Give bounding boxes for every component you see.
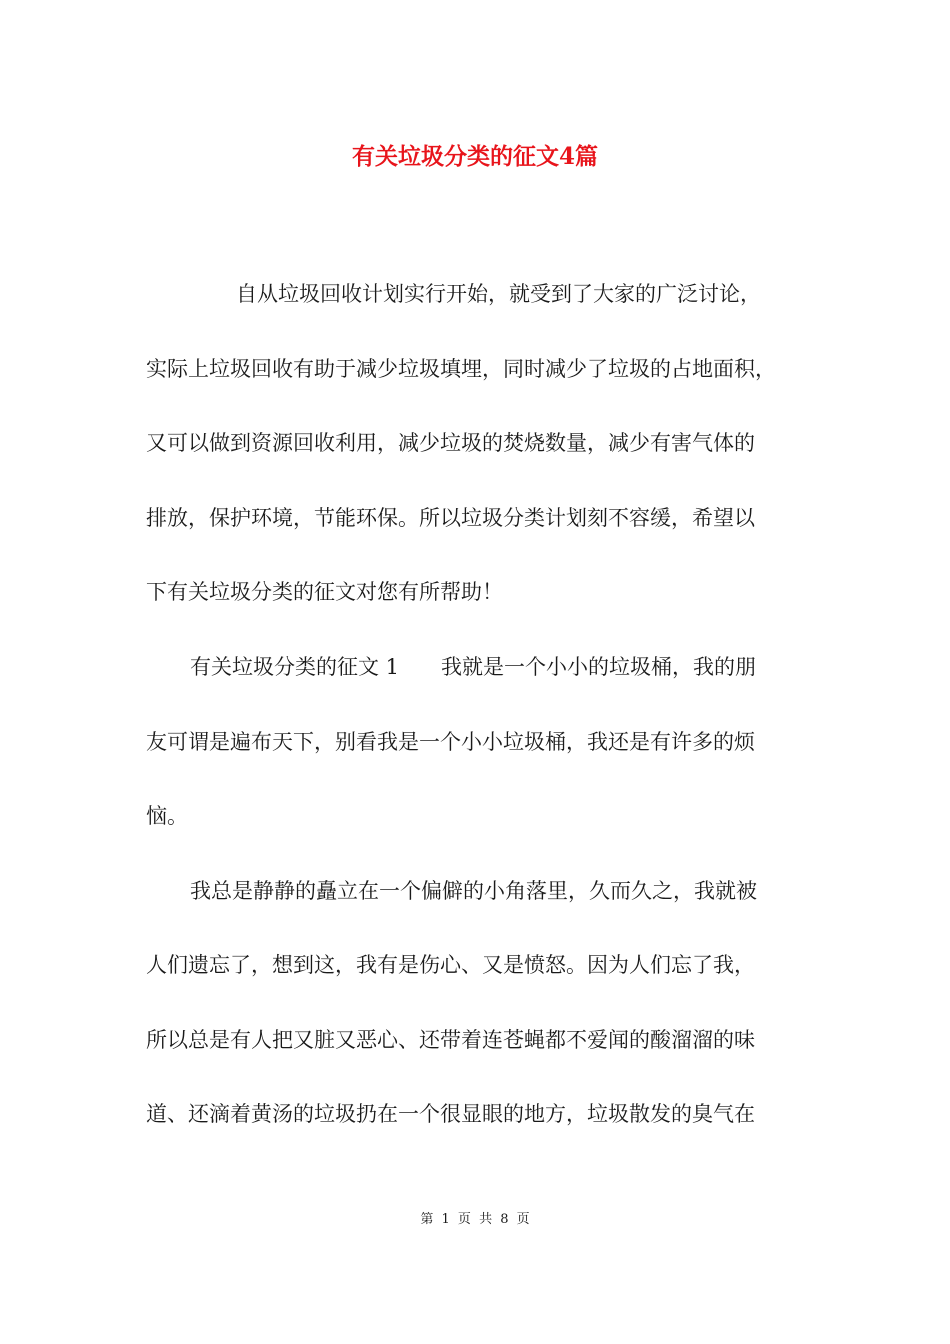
document-title: 有关垃圾分类的征文4篇 bbox=[351, 143, 598, 170]
paragraph-line: 所以总是有人把又脏又恶心、还带着连苍蝇都不爱闻的酸溜溜的味 bbox=[146, 1028, 755, 1052]
footer-current-page: 1 bbox=[441, 1212, 450, 1227]
paragraph-line: 道、还滴着黄汤的垃圾扔在一个很显眼的地方，垃圾散发的臭气在 bbox=[146, 1102, 755, 1126]
paragraph-line: 实际上垃圾回收有助于减少垃圾填埋，同时减少了垃圾的占地面积， bbox=[146, 357, 776, 381]
footer-page-unit: 页 bbox=[457, 1212, 471, 1227]
paragraph-line: 有关垃圾分类的征文 1 我就是一个小小的垃圾桶，我的朋 bbox=[190, 655, 757, 679]
footer-total-pages: 8 bbox=[500, 1212, 509, 1227]
paragraph-line: 自从垃圾回收计划实行开始，就受到了大家的广泛讨论， bbox=[236, 282, 761, 306]
paragraph-line: 人们遗忘了，想到这，我有是伤心、又是愤怒。因为人们忘了我， bbox=[146, 953, 755, 977]
paragraph-line: 我总是静静的矗立在一个偏僻的小角落里，久而久之，我就被 bbox=[190, 879, 757, 903]
page-footer bbox=[0, 1208, 950, 1227]
paragraph-line: 恼。 bbox=[146, 804, 188, 828]
paragraph-line: 排放，保护环境，节能环保。所以垃圾分类计划刻不容缓，希望以 bbox=[146, 506, 755, 530]
footer-page-label: 第 bbox=[420, 1212, 434, 1227]
paragraph-line: 又可以做到资源回收利用，减少垃圾的焚烧数量，减少有害气体的 bbox=[146, 431, 755, 455]
paragraph-line: 下有关垃圾分类的征文对您有所帮助！ bbox=[146, 580, 503, 604]
footer-total-label: 共 bbox=[479, 1212, 493, 1227]
paragraph-line: 友可谓是遍布天下，别看我是一个小小垃圾桶，我还是有许多的烦 bbox=[146, 730, 755, 754]
footer-total-unit: 页 bbox=[516, 1212, 530, 1227]
